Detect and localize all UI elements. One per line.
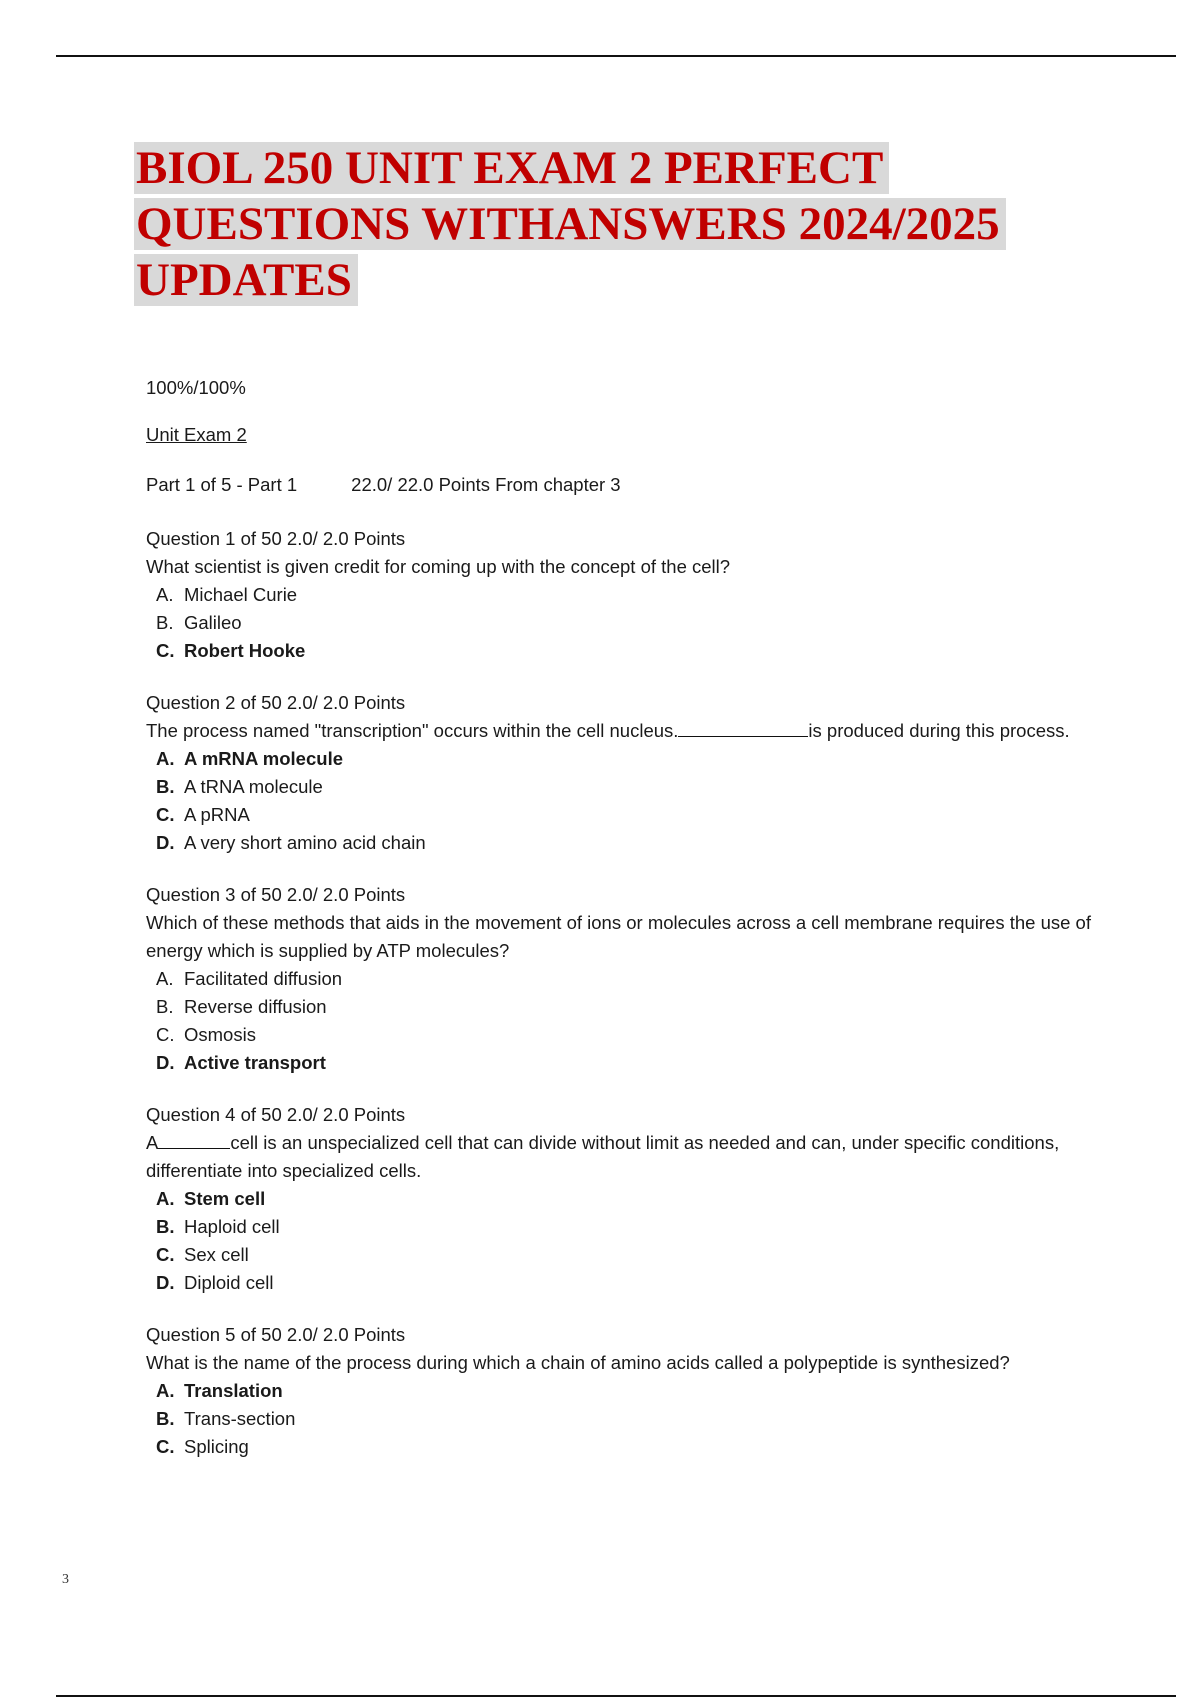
option-a-correct: A. Translation	[156, 1380, 283, 1401]
question-5	[146, 1321, 1106, 1461]
question-text: The process named "transcription" occurs within the cell nucleus. is produced during this process.	[146, 720, 1070, 741]
option-d: D. A very short amino acid chain	[156, 832, 426, 853]
option-c: C. A pRNA	[156, 804, 250, 825]
option-a: A. Michael Curie	[156, 584, 298, 605]
question-text: A cell is an unspecialized cell that can divide without limit as needed and can, under specific conditions, differentiate into specialized cells.	[146, 1132, 1060, 1181]
question-header: Question 1 of 50 2.0/ 2.0 Points	[146, 528, 406, 549]
question-1	[146, 525, 1106, 665]
exam-name: Unit Exam 2	[146, 424, 247, 445]
answer-options	[146, 1377, 1106, 1461]
title-line-2: QUESTIONS WITHANSWERS 2024/2025	[134, 198, 1006, 250]
question-header: Question 3 of 50 2.0/ 2.0 Points	[146, 884, 406, 905]
option-a-correct: A. A mRNA molecule	[156, 748, 343, 769]
part-label: Part 1 of 5 - Part 1	[146, 474, 298, 495]
answer-options	[146, 965, 1106, 1077]
question-header: Question 2 of 50 2.0/ 2.0 Points	[146, 692, 406, 713]
option-c-correct: C. Robert Hooke	[156, 640, 306, 661]
option-b: B. Galileo	[156, 612, 242, 633]
option-c: C. Osmosis	[156, 1024, 256, 1045]
option-a: A. Facilitated diffusion	[156, 968, 343, 989]
document-body	[146, 374, 1106, 1485]
option-b: B. Trans-section	[156, 1408, 296, 1429]
question-text: What scientist is given credit for coming up with the concept of the cell?	[146, 556, 731, 577]
option-c: C. Splicing	[156, 1436, 249, 1457]
fill-in-blank	[678, 718, 808, 737]
answer-options	[146, 1185, 1106, 1297]
option-a-correct: A. Stem cell	[156, 1188, 266, 1209]
question-2	[146, 689, 1106, 857]
bottom-rule	[56, 1695, 1176, 1697]
option-b: B. Haploid cell	[156, 1216, 280, 1237]
question-text: Which of these methods that aids in the movement of ions or molecules across a cell membrane requires the use of energy which is supplied by ATP molecules?	[146, 912, 1091, 961]
option-b: B. A tRNA molecule	[156, 776, 323, 797]
answer-options	[146, 581, 1106, 665]
page-number: 3	[62, 1572, 69, 1587]
question-header: Question 5 of 50 2.0/ 2.0 Points	[146, 1324, 406, 1345]
fill-in-blank	[158, 1130, 230, 1149]
option-d: D. Diploid cell	[156, 1272, 274, 1293]
score-text: 100%/100%	[146, 377, 246, 398]
option-b: B. Reverse diffusion	[156, 996, 327, 1017]
question-header: Question 4 of 50 2.0/ 2.0 Points	[146, 1104, 406, 1125]
question-text: What is the name of the process during which a chain of amino acids called a polypeptide is synthesized?	[146, 1352, 1010, 1373]
part-points: 22.0/ 22.0 Points From chapter 3	[351, 474, 621, 495]
top-rule	[56, 55, 1176, 57]
question-3	[146, 881, 1106, 1077]
document-title	[134, 140, 1064, 308]
title-line-3: UPDATES	[134, 254, 358, 306]
question-4	[146, 1101, 1106, 1297]
part-info	[146, 471, 1106, 499]
title-line-1: BIOL 250 UNIT EXAM 2 PERFECT	[134, 142, 889, 194]
option-c: C. Sex cell	[156, 1244, 249, 1265]
answer-options	[146, 745, 1106, 857]
option-d-correct: D. Active transport	[156, 1052, 326, 1073]
